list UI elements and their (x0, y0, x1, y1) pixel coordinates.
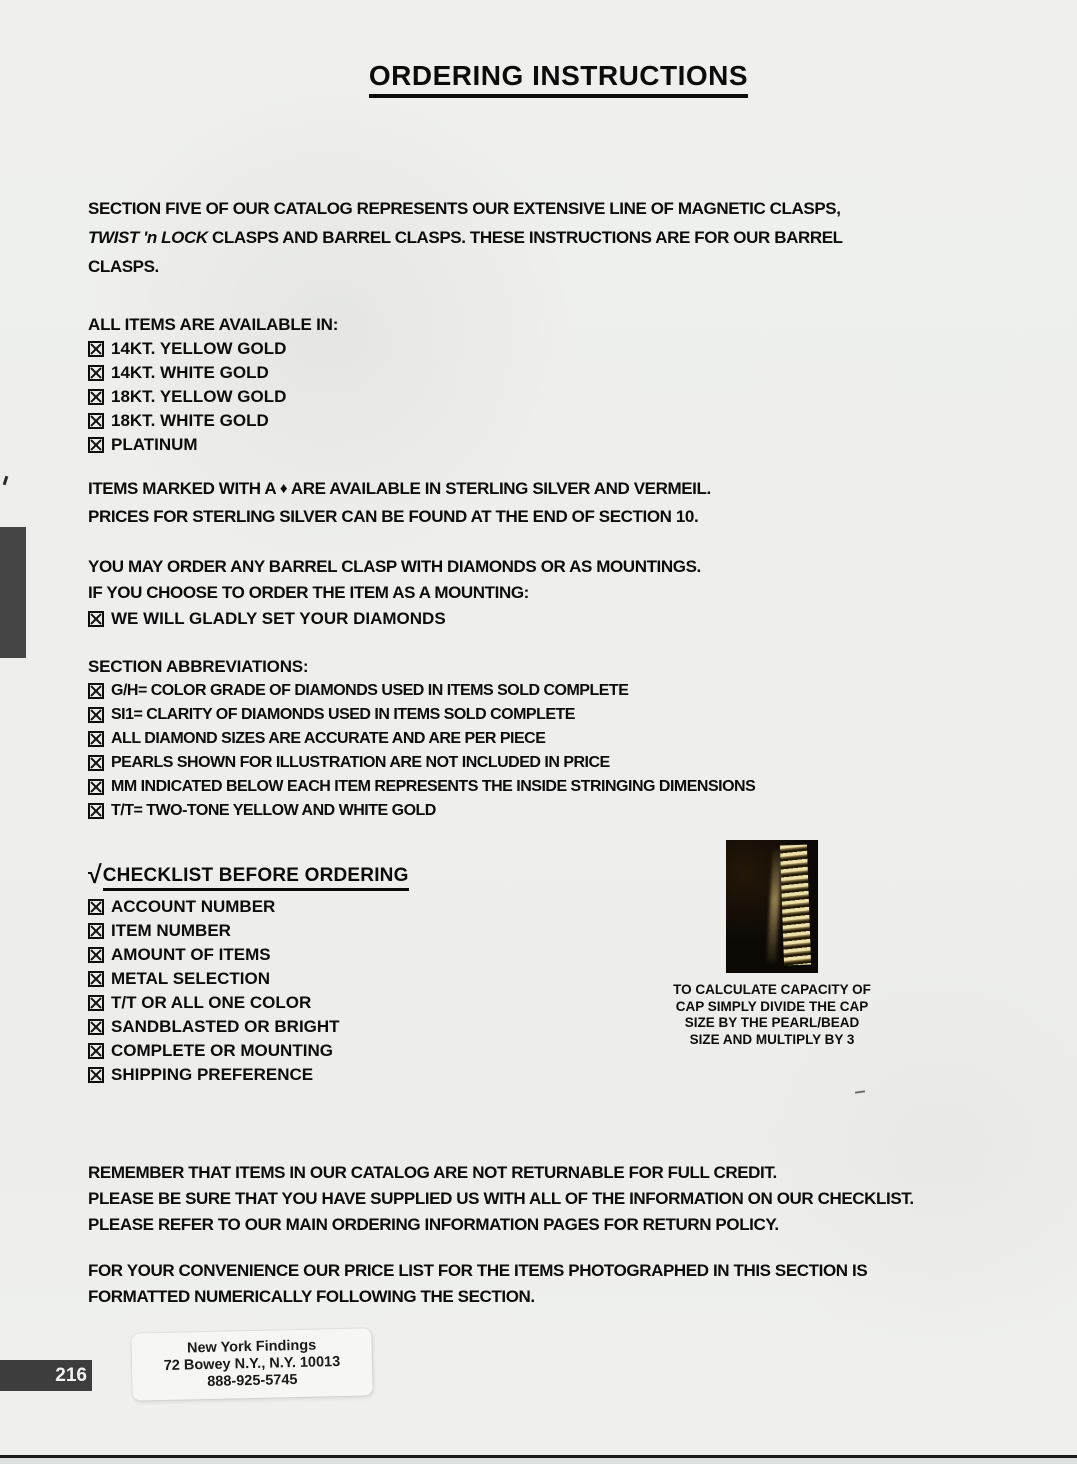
list-item-label: 14KT. WHITE GOLD (111, 363, 269, 382)
checkbox-icon (88, 755, 104, 771)
intro-line-2-rest: CLASPS AND BARREL CLASPS. THESE INSTRUCTIONS ARE FOR OUR BARREL (207, 228, 843, 247)
page-title-row (20, 60, 1077, 98)
list-item-label: G/H= COLOR GRADE OF DIAMONDS USED IN ITEMS SOLD COMPLETE (111, 682, 629, 699)
intro-italic-phrase: TWIST 'n LOCK (88, 228, 208, 247)
figure-caption (655, 982, 889, 1048)
available-in-heading: ALL ITEMS ARE AVAILABLE IN: (88, 315, 339, 334)
intro-paragraph (88, 194, 1077, 281)
checkbox-icon (88, 779, 104, 795)
list-item-label: T/T OR ALL ONE COLOR (111, 993, 312, 1012)
checklist-section (88, 859, 1077, 1087)
list-item-label: METAL SELECTION (111, 969, 270, 988)
list-item-label: SI1= CLARITY OF DIAMONDS USED IN ITEMS SOLD COMPLETE (111, 706, 575, 723)
sterling-line-2: PRICES FOR STERLING SILVER CAN BE FOUND AT THE END OF SECTION 10. (88, 507, 699, 526)
cap-photo (726, 840, 818, 973)
list-item-label: ALL DIAMOND SIZES ARE ACCURATE AND ARE PER PIECE (111, 730, 546, 747)
list-item (88, 1015, 1077, 1039)
list-item (88, 679, 1077, 703)
sticker-phone: 888-925-5745 (207, 1371, 298, 1391)
cap-capacity-figure (655, 840, 889, 1048)
checkbox-icon (88, 365, 104, 381)
checkbox-icon (88, 413, 104, 429)
list-item-label: ACCOUNT NUMBER (111, 897, 276, 916)
caption-line-4: SIZE AND MULTIPLY BY 3 (689, 1031, 855, 1047)
list-item (88, 606, 1077, 631)
returns-note (88, 1160, 1077, 1238)
list-item (88, 361, 1077, 385)
list-item-label: PEARLS SHOWN FOR ILLUSTRATION ARE NOT INCLUDED IN PRICE (111, 754, 610, 771)
checklist-list (88, 895, 1077, 1087)
sticker-company-name: New York Findings (186, 1337, 317, 1357)
abbreviations-list (88, 679, 1077, 823)
list-item-label: MM INDICATED BELOW EACH ITEM REPRESENTS THE INSIDE STRINGING DIMENSIONS (111, 778, 756, 795)
intro-line-2 (88, 223, 1077, 252)
returns-line-2: PLEASE BE SURE THAT YOU HAVE SUPPLIED US WITH ALL OF THE INFORMATION ON OUR CHECKLIST. (88, 1189, 914, 1208)
checkbox-icon (88, 389, 104, 405)
abbreviations-heading: SECTION ABBREVIATIONS: (88, 657, 309, 676)
available-in-section (88, 313, 1077, 457)
list-item (88, 895, 1077, 919)
mounting-line-2: IF YOU CHOOSE TO ORDER THE ITEM AS A MOUNTING: (88, 583, 529, 602)
list-item-label: 18KT. WHITE GOLD (111, 411, 269, 430)
checkbox-icon (88, 1067, 104, 1083)
caption-line-3: SIZE BY THE PEARL/BEAD (684, 1015, 860, 1030)
checkmark-icon: √ (88, 861, 102, 889)
checkbox-icon (88, 437, 104, 453)
sterling-line-1-rest: ARE AVAILABLE IN STERLING SILVER AND VERMEIL. (287, 479, 711, 498)
list-item (88, 943, 1077, 967)
returns-line-1: REMEMBER THAT ITEMS IN OUR CATALOG ARE NOT RETURNABLE FOR FULL CREDIT. (88, 1163, 777, 1182)
list-item-label: SHIPPING PREFERENCE (111, 1065, 314, 1084)
list-item-label: AMOUNT OF ITEMS (111, 945, 271, 964)
list-item-label: SANDBLASTED OR BRIGHT (111, 1017, 340, 1036)
list-item (88, 433, 1077, 457)
list-item (88, 385, 1077, 409)
sterling-note (88, 475, 1077, 531)
available-in-list (88, 337, 1077, 457)
price-list-note (88, 1258, 1077, 1310)
list-item-label: WE WILL GLADLY SET YOUR DIAMONDS (111, 609, 446, 628)
address-sticker (131, 1328, 372, 1400)
list-item-label: 14KT. YELLOW GOLD (111, 339, 287, 358)
list-item (88, 1039, 1077, 1063)
checkbox-icon (88, 731, 104, 747)
intro-line-1: SECTION FIVE OF OUR CATALOG REPRESENTS OUR EXTENSIVE LINE OF MAGNETIC CLASPS, (88, 199, 841, 218)
price-line-2: FORMATTED NUMERICALLY FOLLOWING THE SECTION. (88, 1287, 535, 1306)
checkbox-icon (88, 611, 104, 627)
price-line-1: FOR YOUR CONVENIENCE OUR PRICE LIST FOR THE ITEMS PHOTOGRAPHED IN THIS SECTION IS (88, 1261, 868, 1280)
list-item (88, 337, 1077, 361)
list-item (88, 751, 1077, 775)
list-item-label: T/T= TWO-TONE YELLOW AND WHITE GOLD (111, 802, 436, 819)
list-item-label: 18KT. YELLOW GOLD (111, 387, 287, 406)
checkbox-icon (88, 971, 104, 987)
list-item (88, 727, 1077, 751)
checklist-heading: CHECKLIST BEFORE ORDERING (103, 865, 409, 891)
page-number-badge: 216 (0, 1360, 92, 1391)
checkbox-icon (88, 1043, 104, 1059)
list-item (88, 967, 1077, 991)
list-item (88, 1063, 1077, 1087)
list-item-label: PLATINUM (111, 435, 198, 454)
checkbox-icon (88, 707, 104, 723)
scan-background-strip (0, 1458, 1077, 1464)
list-item-label: COMPLETE OR MOUNTING (111, 1041, 333, 1060)
abbreviations-section (88, 654, 1077, 823)
list-item (88, 775, 1077, 799)
list-item (88, 919, 1077, 943)
ribbed-gold-cap (780, 845, 811, 966)
checkbox-icon (88, 341, 104, 357)
checkbox-icon (88, 803, 104, 819)
list-item (88, 799, 1077, 823)
checkbox-icon (88, 899, 104, 915)
section-edge-tab (0, 527, 26, 658)
list-item (88, 703, 1077, 727)
sterling-line-1 (88, 475, 1077, 503)
sticker-address: 72 Bowey N.Y., N.Y. 10013 (163, 1354, 341, 1375)
caption-line-2: CAP SIMPLY DIVIDE THE CAP (675, 998, 869, 1014)
mounting-line-1: YOU MAY ORDER ANY BARREL CLASP WITH DIAMONDS OR AS MOUNTINGS. (88, 557, 701, 576)
caption-line-1: TO CALCULATE CAPACITY OF (673, 982, 871, 997)
mounting-note (88, 554, 1077, 631)
intro-line-3: CLASPS. (88, 257, 159, 276)
checkbox-icon (88, 683, 104, 699)
sterling-line-1-text: ITEMS MARKED WITH A (88, 479, 280, 498)
checkbox-icon (88, 1019, 104, 1035)
checkbox-icon (88, 995, 104, 1011)
checkbox-icon (88, 947, 104, 963)
page-title: ORDERING INSTRUCTIONS (369, 60, 748, 98)
list-item (88, 991, 1077, 1015)
list-item (88, 409, 1077, 433)
list-item-label: ITEM NUMBER (111, 921, 231, 940)
diamond-icon: ♦ (279, 480, 288, 497)
returns-line-3: PLEASE REFER TO OUR MAIN ORDERING INFORMATION PAGES FOR RETURN POLICY. (88, 1215, 779, 1234)
checklist-heading-row (88, 859, 1077, 891)
checkbox-icon (88, 923, 104, 939)
